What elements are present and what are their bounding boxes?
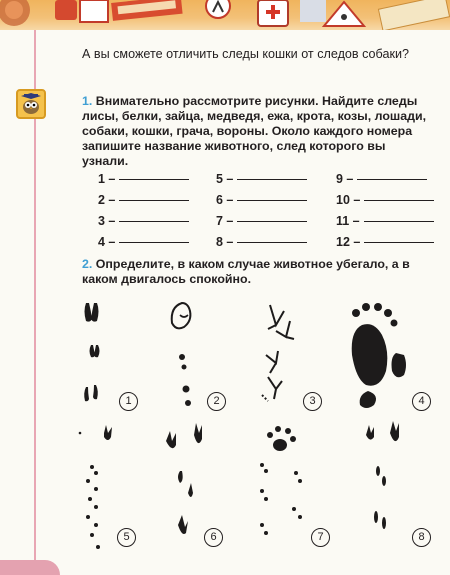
- task-2-text: Определите, в каком случае животное убегало, а в каком двигалось спокойно.: [82, 257, 410, 286]
- figure-label-6: 6: [204, 528, 223, 547]
- answer-blank[interactable]: 10 –: [336, 193, 434, 207]
- task-2: [82, 257, 434, 287]
- track-3-bird-prints: [262, 305, 294, 401]
- track-7-dog-prints: [260, 426, 302, 535]
- track-5-hedgehog-prints: [79, 425, 112, 549]
- figure-label-1: 1: [119, 392, 138, 411]
- figure-label-3: 3: [303, 392, 322, 411]
- answer-blanks: [98, 172, 438, 256]
- owl-teacher-icon: [16, 89, 46, 119]
- track-4-bear-prints: [352, 303, 406, 408]
- task-1: [82, 94, 434, 169]
- track-8-hare-prints: [366, 421, 399, 529]
- road-signs-illustration: [0, 0, 450, 30]
- answer-row: [98, 235, 438, 256]
- track-2-horse-hoof-prints: [172, 303, 191, 406]
- answer-blank[interactable]: 7 –: [216, 214, 307, 228]
- task-2-number: 2.: [82, 257, 93, 271]
- figure-label-7: 7: [311, 528, 330, 547]
- answer-row: [98, 193, 438, 214]
- answer-blank[interactable]: 9 –: [336, 172, 427, 186]
- track-1-hoof-prints: [84, 303, 99, 401]
- figure-label-4: 4: [412, 392, 431, 411]
- header-illustration-band: [0, 0, 450, 30]
- answer-blank[interactable]: 6 –: [216, 193, 307, 207]
- intro-question: А вы сможете отличить следы кошки от следов собаки?: [82, 47, 410, 61]
- answer-blank[interactable]: 4 –: [98, 235, 189, 249]
- answer-blank[interactable]: 8 –: [216, 235, 307, 249]
- answer-blank[interactable]: 3 –: [98, 214, 189, 228]
- figure-label-5: 5: [117, 528, 136, 547]
- answer-blank[interactable]: 11 –: [336, 214, 434, 228]
- task-1-number: 1.: [82, 94, 93, 108]
- figure-label-2: 2: [207, 392, 226, 411]
- answer-blank[interactable]: 12 –: [336, 235, 434, 249]
- answer-blank[interactable]: 2 –: [98, 193, 189, 207]
- figure-label-8: 8: [412, 528, 431, 547]
- answer-row: [98, 172, 438, 193]
- task-1-text: Внимательно рассмотрите рисунки. Найдите следы лисы, белки, зайца, медведя, ежа, крота, козы, лошади, собаки, кошки, грача, вороны. Около каждого номера запишите название животного, след которого вы узнали.: [82, 94, 427, 168]
- track-6-squirrel-prints: [166, 423, 202, 534]
- answer-blank[interactable]: 1 –: [98, 172, 189, 186]
- animal-tracks-figure: [0, 295, 450, 575]
- answer-row: [98, 214, 438, 235]
- page-corner-decoration: [0, 560, 60, 575]
- answer-blank[interactable]: 5 –: [216, 172, 307, 186]
